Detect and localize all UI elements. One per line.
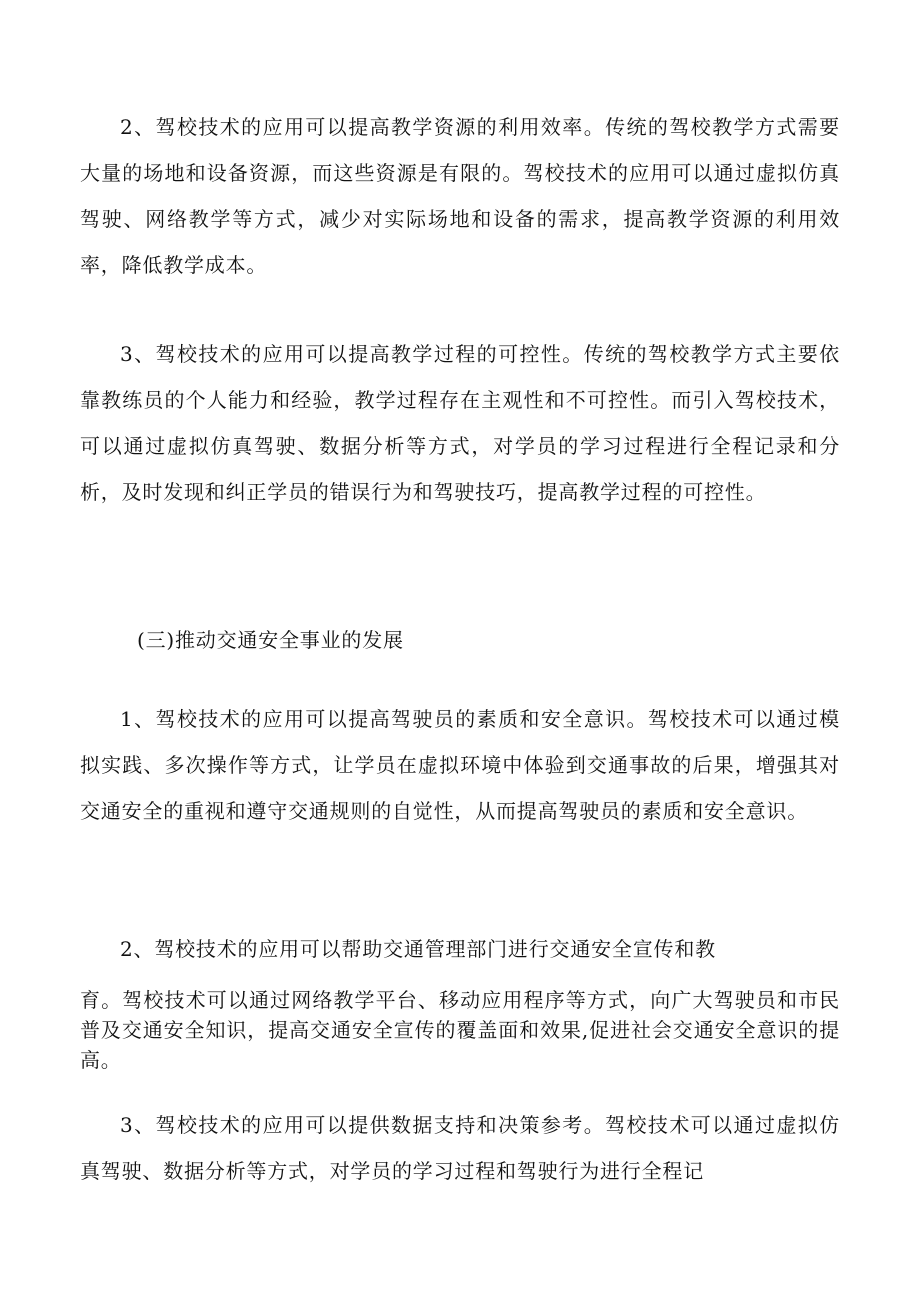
paragraph-data-support: 3、驾校技术的应用可以提供数据支持和决策参考。驾校技术可以通过虚拟仿真驾驶、数据分析等方式，对学员的学习过程和驾驶行为进行全程记 (80, 1113, 840, 1183)
section-heading-traffic-safety: (三)推动交通安全事业的发展 (137, 628, 404, 652)
paragraph-teaching-controllability: 3、驾校技术的应用可以提高教学过程的可控性。传统的驾校教学方式主要依靠教练员的个人能力和经验，教学过程存在主观性和不可控性。而引入驾校技术，可以通过虚拟仿真驾驶、数据分析等方式，对学员的学习过程进行全程记录和分析，及时发现和纠正学员的错误行为和驾驶技巧，提高教学过程的可控性。 (80, 342, 840, 504)
paragraph-traffic-publicity-continued: 育。驾校技术可以通过网络教学平台、移动应用程序等方式，向广大驾驶员和市民普及交通安全知识，提高交通安全宣传的覆盖面和效果,促进社会交通安全意识的提高。 (80, 988, 840, 1072)
paragraph-driver-quality: 1、驾校技术的应用可以提高驾驶员的素质和安全意识。驾校技术可以通过模拟实践、多次操作等方式，让学员在虚拟环境中体验到交通事故的后果，增强其对交通安全的重视和遵守交通规则的自觉性，从而提高驾驶员的素质和安全意识。 (80, 707, 840, 823)
paragraph-traffic-publicity-first-line: 2、驾校技术的应用可以帮助交通管理部门进行交通安全宣传和教 (120, 937, 716, 961)
paragraph-teaching-resources: 2、驾校技术的应用可以提高教学资源的利用效率。传统的驾校教学方式需要大量的场地和设备资源，而这些资源是有限的。驾校技术的应用可以通过虚拟仿真驾驶、网络教学等方式，减少对实际场地和设备的需求，提高教学资源的利用效率，降低教学成本。 (80, 115, 840, 277)
